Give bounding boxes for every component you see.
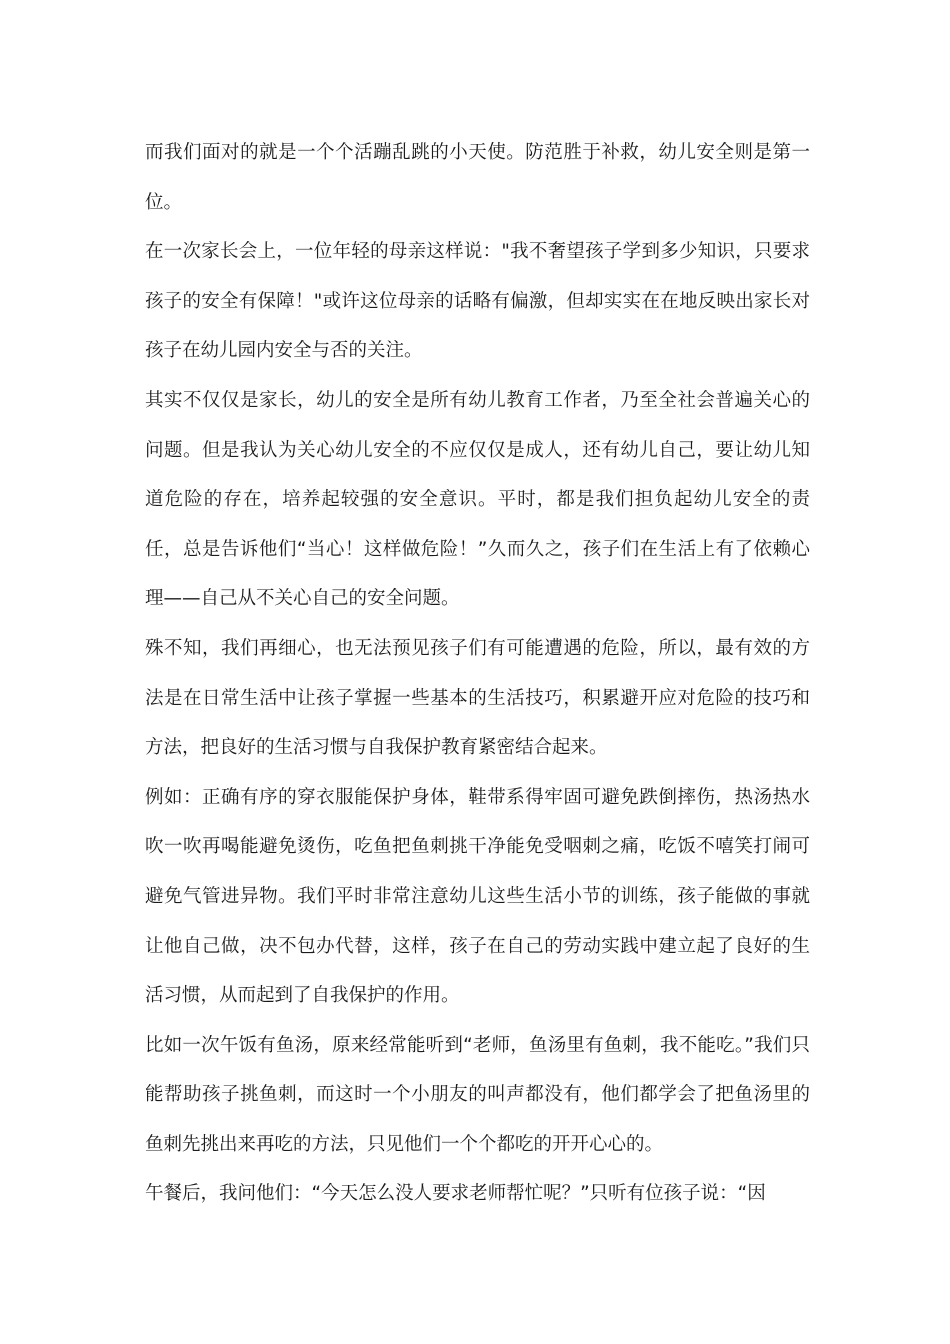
paragraph-5: 例如：正确有序的穿衣服能保护身体，鞋带系得牢固可避免跌倒摔伤，热汤热水吹一吹再喝能避免烫伤，吃鱼把鱼刺挑干净能免受咽刺之痛，吃饭不嘻笑打闹可避免气管进异物。我们平时非常注意幼儿这些生活小节的训练，孩子能做的事就让他自己做，决不包办代替，这样，孩子在自己的劳动实践中建立起了良好的生活习惯，从而起到了自我保护的作用。 bbox=[145, 786, 810, 1007]
paragraph-4: 殊不知，我们再细心，也无法预见孩子们有可能遭遇的危险，所以，最有效的方法是在日常生活中让孩子掌握一些基本的生活技巧，积累避开应对危险的技巧和方法，把良好的生活习惯与自我保护教育紧密结合起来。 bbox=[145, 637, 810, 759]
paragraph-6: 比如一次午饭有鱼汤，原来经常能听到“老师，鱼汤里有鱼刺，我不能吃。”我们只能帮助孩子挑鱼刺，而这时一个小朋友的叫声都没有，他们都学会了把鱼汤里的鱼刺先挑出来再吃的方法，只见他们一个个都吃的开开心心的。 bbox=[145, 1034, 810, 1155]
paragraph-3: 其实不仅仅是家长，幼儿的安全是所有幼儿教育工作者，乃至全社会普遍关心的问题。但是我认为关心幼儿安全的不应仅仅是成人，还有幼儿自己，要让幼儿知道危险的存在，培养起较强的安全意识。平时，都是我们担负起幼儿安全的责任，总是告诉他们“当心！这样做危险！”久而久之，孩子们在生活上有了依赖心理——自己从不关心自己的安全问题。 bbox=[145, 389, 810, 610]
document-body bbox=[145, 128, 810, 1219]
paragraph-7: 午餐后，我问他们：“今天怎么没人要求老师帮忙呢？”只听有位孩子说：“因 bbox=[145, 1183, 766, 1205]
paragraph-1: 而我们面对的就是一个个活蹦乱跳的小天使。防范胜于补救，幼儿安全则是第一位。 bbox=[145, 142, 810, 213]
paragraph-2: 在一次家长会上，一位年轻的母亲这样说："我不奢望孩子学到多少知识，只要求孩子的安全有保障！"或许这位母亲的话略有偏激，但却实实在在地反映出家长对孩子在幼儿园内安全与否的关注。 bbox=[145, 241, 810, 362]
